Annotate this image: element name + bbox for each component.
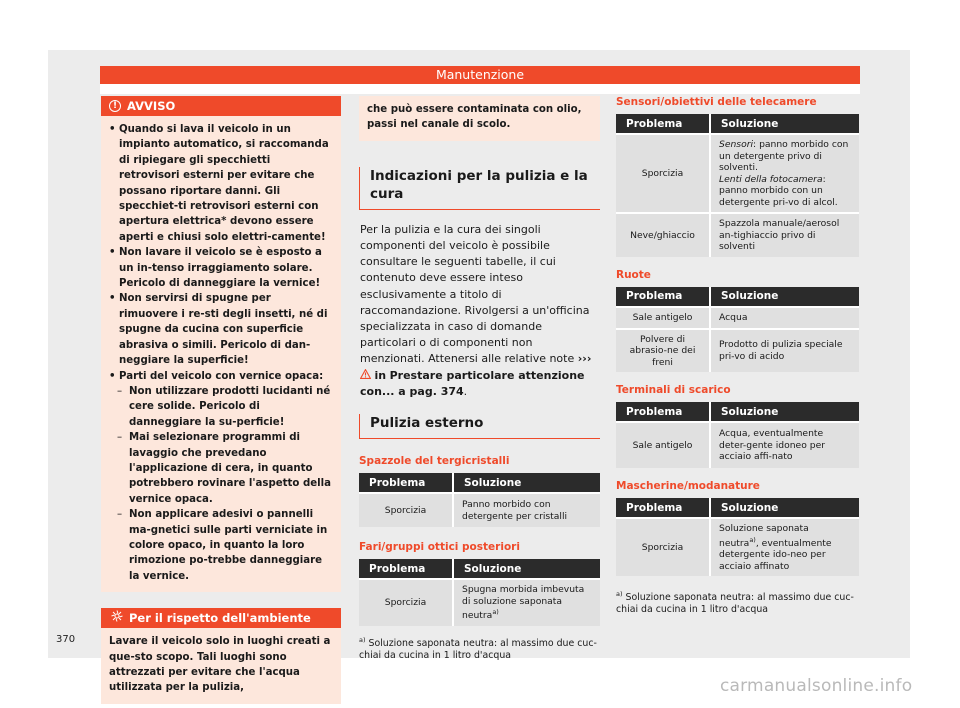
table-title: Ruote bbox=[616, 268, 651, 281]
warning-triangle-icon bbox=[360, 369, 371, 382]
table-title: Terminali di scarico bbox=[616, 384, 731, 396]
warning-bullet: • Non servirsi di spugne per rimuovere i re-sti degli insetti, né di spugne da cucina con superficie abrasiva o simili. Pericolo di dan-neggiare la superficie! bbox=[109, 293, 328, 367]
column-right bbox=[616, 96, 859, 616]
warning-title-bar bbox=[101, 96, 341, 116]
warning-subbullet: – Non applicare adesivi o pannelli ma-gnetici sulle parti verniciate in colore opaco, in quanto la loro rimozione po-trebbe danneggiare la vernice. bbox=[117, 509, 328, 582]
table-header-problem: Problema bbox=[359, 559, 453, 579]
environment-text: Lavare il veicolo solo in luoghi creati a que-sto scopo. Tali luoghi sono attrezzati per evitare che l'acqua utilizzata per la pulizia, bbox=[109, 636, 331, 694]
environment-title-bar bbox=[101, 608, 341, 628]
table-wipers bbox=[359, 455, 600, 527]
table-cameras bbox=[616, 96, 859, 257]
table-row: Sporcizia Soluzione saponata neutra$^{a)}$, eventualmente detergente ido-neo per acciaio affinato bbox=[616, 518, 859, 576]
warning-bullet: • Quando si lava il veicolo in un impianto automatico, si raccomanda di ripiegare gli specchietti retrovisori esterni per evitare che possano riportare danni. Gli specchiet-ti retrovisori esterni con apertura elettrica* devono essere aperti e chiusi solo elettri-camente! bbox=[109, 124, 329, 243]
column-left bbox=[101, 96, 341, 704]
table-row: Sporcizia Sensori: panno morbido con un detergente privo di solventi. Lenti della fotocamera: panno morbido con un detergente pri-vo di alcol. bbox=[616, 134, 859, 213]
table-header-problem: Problema bbox=[616, 114, 710, 134]
footnote: $^{a)}$ Soluzione saponata neutra: al massimo due cuc-chiai da cucina in 1 litro d'acqua bbox=[359, 635, 597, 661]
table-header-solution: Soluzione bbox=[710, 114, 859, 134]
footnote: $^{a)}$ Soluzione saponata neutra: al massimo due cuc-chiai da cucina in 1 litro d'acqua bbox=[616, 590, 854, 616]
table-row: Sale antigelo Acqua bbox=[616, 307, 859, 329]
page-header: Manutenzione bbox=[100, 66, 860, 84]
table-header-problem: Problema bbox=[616, 402, 710, 422]
cross-reference-link[interactable]: Prestare particolare attenzione con... a pag. 374 bbox=[360, 368, 585, 398]
column-middle bbox=[359, 96, 600, 662]
warning-bullet: • Parti del veicolo con vernice opaca: bbox=[109, 370, 324, 382]
watermark: carmanualsonline.info bbox=[720, 676, 913, 696]
warning-subbullet: – Non utilizzare prodotti lucidanti né cere solide. Pericolo di danneggiare la su-perficie! bbox=[117, 385, 331, 428]
footnote-ref: a) bbox=[492, 608, 499, 617]
header-strip bbox=[100, 84, 860, 94]
info-circle-icon: ! bbox=[109, 100, 121, 112]
warning-body bbox=[101, 116, 341, 584]
section-title-exterior: Pulizia esterno bbox=[359, 414, 600, 439]
environment-title: Per il rispetto dell'ambiente bbox=[129, 611, 311, 626]
warning-bullet: • Non lavare il veicolo se è esposto a un in-tenso irraggiamento solare. Pericolo di danneggiare la vernice! bbox=[109, 247, 322, 290]
table-wheels bbox=[616, 269, 859, 373]
table-exhaust bbox=[616, 384, 859, 468]
table-header-solution: Soluzione bbox=[710, 402, 859, 422]
table-header-problem: Problema bbox=[616, 498, 710, 518]
table-title: Mascherine/modanature bbox=[616, 480, 760, 492]
table-title: Fari/gruppi ottici posteriori bbox=[359, 541, 520, 554]
table-row: Sporcizia Panno morbido con detergente per cristalli bbox=[359, 493, 600, 527]
table-row: Sporcizia Spugna morbida imbevuta di soluzione saponata neutra$^{a)}$ bbox=[359, 579, 600, 626]
footnote-ref: a) bbox=[749, 535, 756, 544]
reference-arrows: ››› bbox=[577, 352, 592, 366]
table-row: Polvere di abrasio-ne dei freni Prodotto di pulizia speciale pri-vo di acido bbox=[616, 329, 859, 373]
table-title: Sensori/obiettivi delle telecamere bbox=[616, 96, 817, 108]
table-title: Spazzole del tergicristalli bbox=[359, 455, 510, 468]
environment-box bbox=[101, 608, 341, 704]
table-trims bbox=[616, 480, 859, 616]
environment-continued: che può essere contaminata con olio, passi nel canale di scolo. bbox=[359, 96, 600, 141]
warning-title: AVVISO bbox=[127, 99, 176, 113]
table-header-solution: Soluzione bbox=[453, 473, 600, 493]
cleaning-paragraph: Per la pulizia e la cura dei singoli componenti del veicolo è possibile consultare le seguenti tabelle, il cui contenuto deve essere inteso esclusivamente a titolo di raccomandazione. Rivolgersi a un'officina specializzata in caso di domande particolari o di componenti non menzionati. Attenersi alle relative note ››› in Prestare particolare attenzione con... a pag. 374. bbox=[360, 222, 592, 398]
table-row: Neve/ghiaccio Spazzola manuale/aerosol an-tighiaccio privo di solventi bbox=[616, 213, 859, 257]
table-header-solution: Soluzione bbox=[710, 498, 859, 518]
warning-box bbox=[101, 96, 341, 592]
table-rear-lights bbox=[359, 541, 600, 662]
table-header-problem: Problema bbox=[616, 287, 710, 307]
table-row: Sale antigelo Acqua, eventualmente deter-gente idoneo per acciaio affi-nato bbox=[616, 422, 859, 468]
table-header-solution: Soluzione bbox=[453, 559, 600, 579]
table-header-solution: Soluzione bbox=[710, 287, 859, 307]
leaf-icon bbox=[111, 608, 123, 628]
table-header-problem: Problema bbox=[359, 473, 453, 493]
warning-subbullet: – Mai selezionare programmi di lavaggio che prevedano l'applicazione di cera, in quanto potrebbero rovinare l'aspetto della vernice opaca. bbox=[117, 432, 332, 505]
page-number: 370 bbox=[56, 634, 76, 645]
section-title-cleaning: Indicazioni per la pulizia e la cura bbox=[359, 167, 600, 210]
